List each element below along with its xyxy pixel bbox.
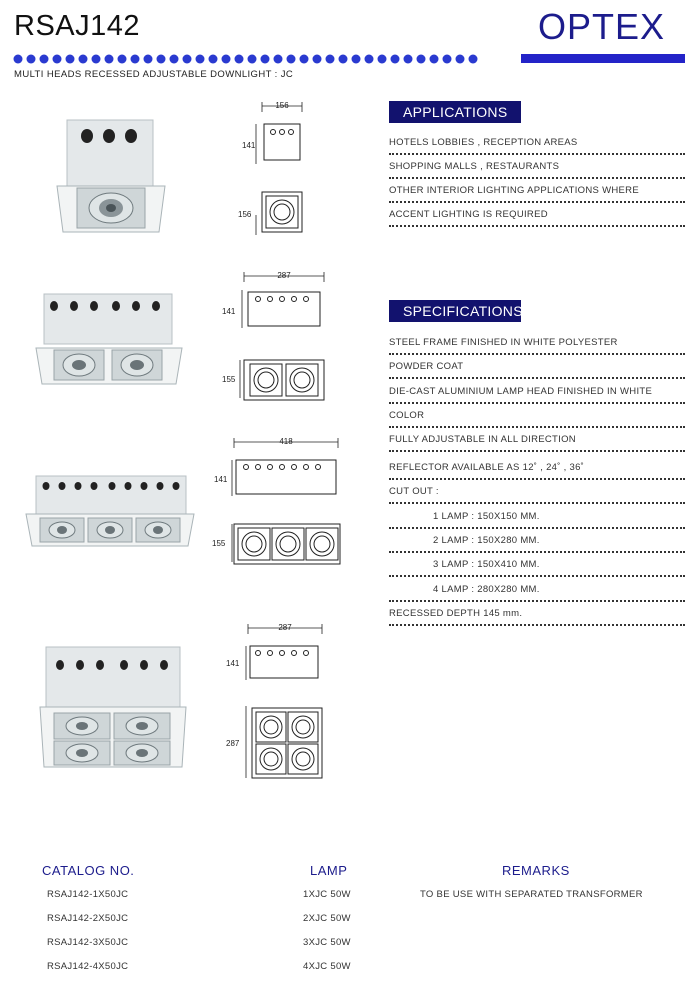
rule-dot <box>365 55 374 64</box>
lamp-cell: 2XJC 50W <box>303 913 351 924</box>
dim-plan-label: 155 <box>222 375 236 384</box>
dimension-drawing-1-lamp <box>232 98 322 238</box>
spec-item: COLOR <box>389 404 685 428</box>
catalog-cell: RSAJ142-1X50JC <box>47 889 129 900</box>
spec-item: POWDER COAT <box>389 355 685 379</box>
brand-bar <box>521 54 685 63</box>
lamp-cell: 3XJC 50W <box>303 937 351 948</box>
spec-item: 3 LAMP : 150X410 MM. <box>389 553 685 577</box>
rule-dot <box>157 55 166 64</box>
rule-dot <box>92 55 101 64</box>
rule-dot <box>131 55 140 64</box>
lamp-cell: 4XJC 50W <box>303 961 351 972</box>
rule-dot <box>170 55 179 64</box>
rule-dot <box>287 55 296 64</box>
rule-dot <box>183 55 192 64</box>
lamp-column-header: LAMP <box>310 863 348 878</box>
rule-dot <box>391 55 400 64</box>
product-photo-2-lamp <box>34 292 184 388</box>
applications-header: APPLICATIONS <box>389 101 521 123</box>
spec-item: RECESSED DEPTH 145 mm. <box>389 602 685 626</box>
catalog-cell: RSAJ142-3X50JC <box>47 937 129 948</box>
rule-dot <box>222 55 231 64</box>
dim-width-label: 287 <box>277 271 291 280</box>
rule-dot <box>66 55 75 64</box>
dim-width-label: 156 <box>275 101 289 110</box>
rule-dot <box>404 55 413 64</box>
spec-item: REFLECTOR AVAILABLE AS 12˚ , 24˚ , 36˚ <box>389 456 685 480</box>
dim-width-label: 418 <box>279 437 293 446</box>
catalog-cell: RSAJ142-2X50JC <box>47 913 129 924</box>
remarks-cell: TO BE USE WITH SEPARATED TRANSFORMER <box>420 889 643 900</box>
dimension-drawing-3-lamp <box>212 434 346 568</box>
dimension-drawing-4-lamp <box>220 620 330 782</box>
spec-item: DIE-CAST ALUMINIUM LAMP HEAD FINISHED IN WHITE <box>389 380 685 404</box>
dimension-drawing-2-lamp <box>220 268 330 404</box>
rule-dot <box>417 55 426 64</box>
rule-dot <box>105 55 114 64</box>
rule-dot <box>14 55 23 64</box>
model-number: RSAJ142 <box>14 10 141 42</box>
dim-plan-label: 156 <box>238 210 252 219</box>
rule-dot <box>235 55 244 64</box>
rule-dot <box>300 55 309 64</box>
lamp-cell: 1XJC 50W <box>303 889 351 900</box>
rule-dot <box>469 55 478 64</box>
rule-dot <box>118 55 127 64</box>
rule-dot <box>196 55 205 64</box>
rule-dot <box>53 55 62 64</box>
product-photo-1-lamp <box>55 118 167 234</box>
rule-dot <box>261 55 270 64</box>
rule-dot <box>248 55 257 64</box>
application-item: ACCENT LIGHTING IS REQUIRED <box>389 203 685 227</box>
application-item: HOTELS LOBBIES , RECEPTION AREAS <box>389 131 685 155</box>
application-item: SHOPPING MALLS , RESTAURANTS <box>389 155 685 179</box>
specifications-header: SPECIFICATIONS <box>389 300 521 322</box>
rule-dot <box>144 55 153 64</box>
rule-dot <box>209 55 218 64</box>
rule-dot <box>326 55 335 64</box>
product-subtitle: MULTI HEADS RECESSED ADJUSTABLE DOWNLIGHT : JC <box>14 69 294 80</box>
rule-dot <box>352 55 361 64</box>
rule-dot <box>40 55 49 64</box>
brand-logo: OPTEX <box>538 6 666 47</box>
product-photo-4-lamp <box>38 645 188 770</box>
dim-height-label: 141 <box>214 475 228 484</box>
spec-item: 4 LAMP : 280X280 MM. <box>389 578 685 602</box>
dim-height-label: 141 <box>222 307 236 316</box>
spec-item: 2 LAMP : 150X280 MM. <box>389 529 685 553</box>
dim-width-label: 287 <box>278 623 292 632</box>
spec-item: STEEL FRAME FINISHED IN WHITE POLYESTER <box>389 331 685 355</box>
rule-dot <box>456 55 465 64</box>
rule-dot <box>79 55 88 64</box>
product-photo-3-lamp <box>24 474 196 548</box>
spec-item: CUT OUT : <box>389 480 685 504</box>
catalog-column-header: CATALOG NO. <box>42 863 135 878</box>
dotted-rule <box>13 53 483 65</box>
dim-height-label: 141 <box>242 141 256 150</box>
rule-dot <box>313 55 322 64</box>
rule-dot <box>274 55 283 64</box>
rule-dot <box>339 55 348 64</box>
rule-dot <box>378 55 387 64</box>
rule-dot <box>430 55 439 64</box>
rule-dot <box>443 55 452 64</box>
catalog-cell: RSAJ142-4X50JC <box>47 961 129 972</box>
spec-item: 1 LAMP : 150X150 MM. <box>389 505 685 529</box>
spec-item: FULLY ADJUSTABLE IN ALL DIRECTION <box>389 428 685 452</box>
dim-height-label: 141 <box>226 659 240 668</box>
application-item: OTHER INTERIOR LIGHTING APPLICATIONS WHERE <box>389 179 685 203</box>
dim-plan-label: 287 <box>226 739 240 748</box>
dim-plan-label: 155 <box>212 539 226 548</box>
rule-dot <box>27 55 36 64</box>
remarks-column-header: REMARKS <box>502 863 570 878</box>
